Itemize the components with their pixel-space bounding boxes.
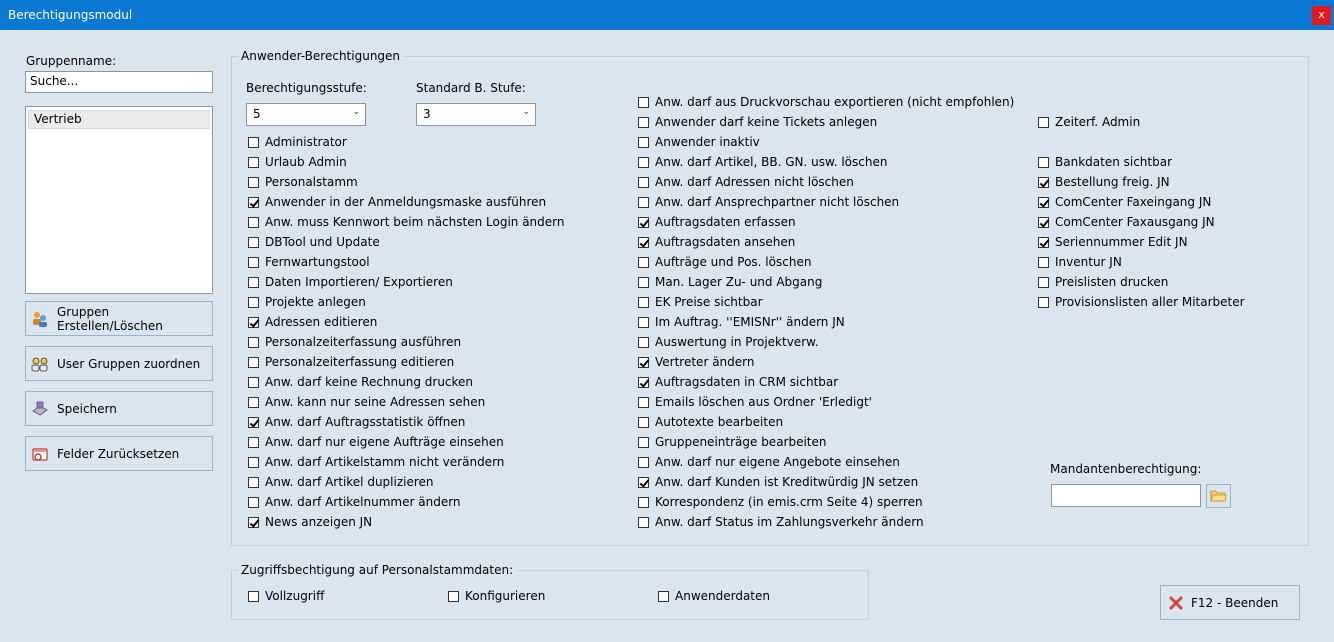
checkbox-unchecked[interactable] <box>638 257 649 268</box>
checkbox-label: Daten Importieren/ Exportieren <box>265 275 453 289</box>
checkbox-item[interactable] <box>248 174 358 190</box>
checkbox-unchecked[interactable] <box>248 257 259 268</box>
list-item[interactable]: Vertrieb <box>28 110 210 129</box>
checkbox-item[interactable] <box>248 354 454 370</box>
checkbox-checked[interactable] <box>638 357 649 368</box>
checkbox-unchecked[interactable] <box>638 197 649 208</box>
permissions-group-title: Anwender-Berechtigungen <box>238 49 403 63</box>
checkbox-label: Anw. darf Artikel duplizieren <box>265 475 434 489</box>
checkbox-label: Im Auftrag. ''EMISNr'' ändern JN <box>655 315 845 329</box>
checkbox-unchecked[interactable] <box>1038 277 1049 288</box>
checkbox-unchecked[interactable] <box>248 457 259 468</box>
checkbox-unchecked[interactable] <box>638 417 649 428</box>
level-select[interactable] <box>246 103 366 126</box>
window-title: Berechtigungsmodul <box>8 8 133 22</box>
checkbox-item[interactable] <box>248 294 366 310</box>
checkbox-label: Bestellung freig. JN <box>1055 175 1170 189</box>
checkbox-checked[interactable] <box>248 317 259 328</box>
checkbox-item[interactable] <box>248 374 473 390</box>
save-label: Speichern <box>57 401 117 416</box>
checkbox-item[interactable] <box>638 274 822 290</box>
checkbox-item[interactable] <box>638 174 854 190</box>
checkbox-label: Provisionslisten aller Mitarbeter <box>1055 295 1245 309</box>
checkbox-item[interactable] <box>638 94 1014 110</box>
checkbox-label: Auftragsdaten ansehen <box>655 235 796 249</box>
checkbox-unchecked[interactable] <box>248 437 259 448</box>
checkbox-unchecked[interactable] <box>638 97 649 108</box>
checkbox-unchecked[interactable] <box>1038 157 1049 168</box>
checkbox-item[interactable] <box>248 334 461 350</box>
reset-fields-label: Felder Zurücksetzen <box>57 446 180 461</box>
checkbox-item[interactable] <box>1038 254 1122 270</box>
checkbox-label: Anwender in der Anmeldungsmaske ausführen <box>265 195 547 209</box>
checkbox-item[interactable] <box>638 454 900 470</box>
checkbox-unchecked[interactable] <box>248 357 259 368</box>
checkbox-item[interactable] <box>638 494 923 510</box>
close-button[interactable]: x <box>1312 6 1331 25</box>
access-group <box>231 570 869 620</box>
user-group-icon <box>31 355 49 373</box>
checkbox-unchecked[interactable] <box>638 297 649 308</box>
checkbox-unchecked[interactable] <box>1038 117 1049 128</box>
std-level-label: Standard B. Stufe: <box>416 81 526 95</box>
checkbox-checked[interactable] <box>248 517 259 528</box>
checkbox-item[interactable] <box>638 154 887 170</box>
level-value: 5 <box>253 107 261 121</box>
folder-icon <box>1210 489 1227 503</box>
assign-user-group-label: User Gruppen zuordnen <box>57 356 201 371</box>
checkbox-item[interactable] <box>638 474 918 490</box>
save-button[interactable] <box>25 391 213 426</box>
checkbox-item[interactable] <box>248 254 370 270</box>
checkbox-label: Emails löschen aus Ordner 'Erledigt' <box>655 395 872 409</box>
mandant-input[interactable] <box>1051 484 1201 507</box>
mandant-folder-button[interactable] <box>1206 484 1231 508</box>
checkbox-unchecked[interactable] <box>248 477 259 488</box>
checkbox-unchecked[interactable] <box>638 397 649 408</box>
checkbox-checked[interactable] <box>1038 177 1049 188</box>
checkbox-unchecked[interactable] <box>638 517 649 528</box>
checkbox-label: Anw. darf Auftragsstatistik öffnen <box>265 415 466 429</box>
checkbox-label: Anw. darf aus Druckvorschau exportieren (nicht empfohlen) <box>655 95 1015 109</box>
access-group-title: Zugriffsbechtigung auf Personalstammdaten: <box>238 563 516 577</box>
checkbox-label: Anwender darf keine Tickets anlegen <box>655 115 878 129</box>
checkbox-label: EK Preise sichtbar <box>655 295 763 309</box>
checkbox-item[interactable] <box>248 474 434 490</box>
checkbox-label: Autotexte bearbeiten <box>655 415 784 429</box>
checkbox-item[interactable] <box>448 588 545 604</box>
checkbox-item[interactable] <box>1038 294 1245 310</box>
users-icon <box>31 310 49 328</box>
checkbox-item[interactable] <box>1038 174 1170 190</box>
checkbox-label: Konfigurieren <box>465 589 546 603</box>
checkbox-unchecked[interactable] <box>248 397 259 408</box>
checkbox-unchecked[interactable] <box>248 591 259 602</box>
checkbox-unchecked[interactable] <box>658 591 669 602</box>
checkbox-checked[interactable] <box>1038 197 1049 208</box>
checkbox-item[interactable] <box>658 588 770 604</box>
checkbox-checked[interactable] <box>638 477 649 488</box>
checkbox-checked[interactable] <box>248 417 259 428</box>
checkbox-label: Anw. darf Artikelnummer ändern <box>265 495 461 509</box>
exit-button-label: F12 - Beenden <box>1191 595 1279 610</box>
checkbox-unchecked[interactable] <box>638 277 649 288</box>
checkbox-checked[interactable] <box>638 377 649 388</box>
checkbox-unchecked[interactable] <box>248 297 259 308</box>
checkbox-label: Projekte anlegen <box>265 295 366 309</box>
checkbox-unchecked[interactable] <box>638 317 649 328</box>
checkbox-item[interactable] <box>638 214 796 230</box>
checkbox-label: Preislisten drucken <box>1055 275 1169 289</box>
checkbox-checked[interactable] <box>1038 237 1049 248</box>
checkbox-item[interactable] <box>248 454 504 470</box>
close-x-icon <box>1169 596 1183 610</box>
checkbox-label: Auftragsdaten erfassen <box>655 215 796 229</box>
reset-icon <box>31 445 49 463</box>
checkbox-item[interactable] <box>248 494 461 510</box>
checkbox-checked[interactable] <box>638 217 649 228</box>
checkbox-label: Urlaub Admin <box>265 155 347 169</box>
checkbox-item[interactable] <box>1038 214 1215 230</box>
checkbox-item[interactable] <box>248 234 380 250</box>
checkbox-label: Anw. darf Artikelstamm nicht verändern <box>265 455 505 469</box>
checkbox-item[interactable] <box>638 394 872 410</box>
checkbox-item[interactable] <box>248 274 453 290</box>
checkbox-item[interactable] <box>638 374 838 390</box>
checkbox-label: Anw. darf Kunden ist Kreditwürdig JN setzen <box>655 475 919 489</box>
checkbox-item[interactable] <box>638 254 811 270</box>
std-level-select[interactable] <box>416 103 536 126</box>
checkbox-label: Inventur JN <box>1055 255 1122 269</box>
checkbox-label: Personalzeiterfassung editieren <box>265 355 455 369</box>
group-name-label: Gruppenname: <box>26 54 117 68</box>
group-list[interactable] <box>25 106 213 294</box>
checkbox-item[interactable] <box>248 588 324 604</box>
std-level-value: 3 <box>423 107 431 121</box>
checkbox-item[interactable] <box>638 194 899 210</box>
save-icon <box>31 400 49 418</box>
checkbox-unchecked[interactable] <box>248 377 259 388</box>
checkbox-checked[interactable] <box>1038 217 1049 228</box>
checkbox-label: Anw. darf Artikel, BB. GN. usw. löschen <box>655 155 888 169</box>
checkbox-item[interactable] <box>638 354 754 370</box>
checkbox-item[interactable] <box>638 334 819 350</box>
checkbox-label: ComCenter Faxausgang JN <box>1055 215 1215 229</box>
create-group-label: Gruppen Erstellen/Löschen <box>57 304 163 333</box>
title-bar <box>0 0 1334 30</box>
checkbox-label: Anw. darf nur eigene Angebote einsehen <box>655 455 900 469</box>
checkbox-label: Anwenderdaten <box>675 589 771 603</box>
level-label: Berechtigungsstufe: <box>246 81 367 95</box>
checkbox-item[interactable] <box>248 154 347 170</box>
checkbox-item[interactable] <box>248 434 504 450</box>
checkbox-item[interactable] <box>1038 114 1140 130</box>
checkbox-label: ComCenter Faxeingang JN <box>1055 195 1212 209</box>
checkbox-unchecked[interactable] <box>638 177 649 188</box>
checkbox-unchecked[interactable] <box>638 457 649 468</box>
checkbox-label: Bankdaten sichtbar <box>1055 155 1173 169</box>
checkbox-label: DBTool und Update <box>265 235 380 249</box>
checkbox-unchecked[interactable] <box>248 497 259 508</box>
assign-user-group-button[interactable] <box>25 346 213 381</box>
checkbox-label: Fernwartungstool <box>265 255 370 269</box>
checkbox-label: Auftragsdaten in CRM sichtbar <box>655 375 839 389</box>
create-group-button[interactable] <box>25 301 213 336</box>
checkbox-label: Anw. darf Adressen nicht löschen <box>655 175 854 189</box>
checkbox-label: Anw. darf keine Rechnung drucken <box>265 375 474 389</box>
checkbox-label: Anw. darf Ansprechpartner nicht löschen <box>655 195 900 209</box>
checkbox-label: Gruppeneinträge bearbeiten <box>655 435 827 449</box>
group-search-input[interactable]: Suche... <box>25 71 213 93</box>
reset-fields-button[interactable] <box>25 436 213 471</box>
checkbox-unchecked[interactable] <box>248 157 259 168</box>
checkbox-item[interactable] <box>248 134 347 150</box>
checkbox-unchecked[interactable] <box>248 277 259 288</box>
checkbox-label: Vertreter ändern <box>655 355 755 369</box>
checkbox-item[interactable] <box>638 314 845 330</box>
checkbox-item[interactable] <box>638 414 783 430</box>
checkbox-item[interactable] <box>638 294 763 310</box>
checkbox-unchecked[interactable] <box>248 217 259 228</box>
checkbox-unchecked[interactable] <box>248 337 259 348</box>
checkbox-item[interactable] <box>248 314 377 330</box>
checkbox-item[interactable] <box>1038 274 1168 290</box>
checkbox-item[interactable] <box>248 414 465 430</box>
checkbox-unchecked[interactable] <box>1038 257 1049 268</box>
checkbox-label: Anw. kann nur seine Adressen sehen <box>265 395 486 409</box>
checkbox-item[interactable] <box>638 134 760 150</box>
checkbox-unchecked[interactable] <box>248 237 259 248</box>
checkbox-checked[interactable] <box>248 197 259 208</box>
checkbox-unchecked[interactable] <box>638 337 649 348</box>
checkbox-label: Anw. darf nur eigene Aufträge einsehen <box>265 435 504 449</box>
checkbox-item[interactable] <box>638 514 924 530</box>
checkbox-label: Administrator <box>265 135 347 149</box>
exit-button[interactable] <box>1160 585 1300 620</box>
checkbox-unchecked[interactable] <box>638 137 649 148</box>
checkbox-label: Vollzugriff <box>265 589 325 603</box>
checkbox-unchecked[interactable] <box>1038 297 1049 308</box>
checkbox-label: Aufträge und Pos. löschen <box>655 255 812 269</box>
checkbox-label: Anwender inaktiv <box>655 135 760 149</box>
checkbox-item[interactable] <box>1038 154 1172 170</box>
checkbox-unchecked[interactable] <box>638 437 649 448</box>
checkbox-label: Man. Lager Zu- und Abgang <box>655 275 823 289</box>
checkbox-item[interactable] <box>1038 194 1211 210</box>
checkbox-label: Adressen editieren <box>265 315 378 329</box>
checkbox-unchecked[interactable] <box>248 137 259 148</box>
checkbox-label: Zeiterf. Admin <box>1055 115 1141 129</box>
checkbox-item[interactable] <box>638 434 827 450</box>
checkbox-label: Anw. muss Kennwort beim nächsten Login ändern <box>265 215 565 229</box>
checkbox-item[interactable] <box>248 194 546 210</box>
checkbox-unchecked[interactable] <box>638 497 649 508</box>
checkbox-label: News anzeigen JN <box>265 515 373 529</box>
chevron-down-icon: ⌄ <box>522 107 530 117</box>
checkbox-label: Anw. darf Status im Zahlungsverkehr ändern <box>655 515 924 529</box>
checkbox-unchecked[interactable] <box>638 117 649 128</box>
checkbox-item[interactable] <box>638 234 795 250</box>
checkbox-item[interactable] <box>638 114 877 130</box>
checkbox-item[interactable] <box>248 394 485 410</box>
checkbox-label: Auswertung in Projektverw. <box>655 335 819 349</box>
checkbox-item[interactable] <box>248 514 372 530</box>
checkbox-unchecked[interactable] <box>248 177 259 188</box>
checkbox-label: Personalstamm <box>265 175 358 189</box>
checkbox-item[interactable] <box>248 214 564 230</box>
chevron-down-icon: ⌄ <box>352 107 360 117</box>
checkbox-unchecked[interactable] <box>448 591 459 602</box>
checkbox-label: Korrespondenz (in emis.crm Seite 4) sperren <box>655 495 923 509</box>
checkbox-checked[interactable] <box>638 237 649 248</box>
checkbox-label: Seriennummer Edit JN <box>1055 235 1188 249</box>
checkbox-item[interactable] <box>1038 234 1188 250</box>
checkbox-label: Personalzeiterfassung ausführen <box>265 335 462 349</box>
mandant-label: Mandantenberechtigung: <box>1050 462 1202 476</box>
checkbox-unchecked[interactable] <box>638 157 649 168</box>
